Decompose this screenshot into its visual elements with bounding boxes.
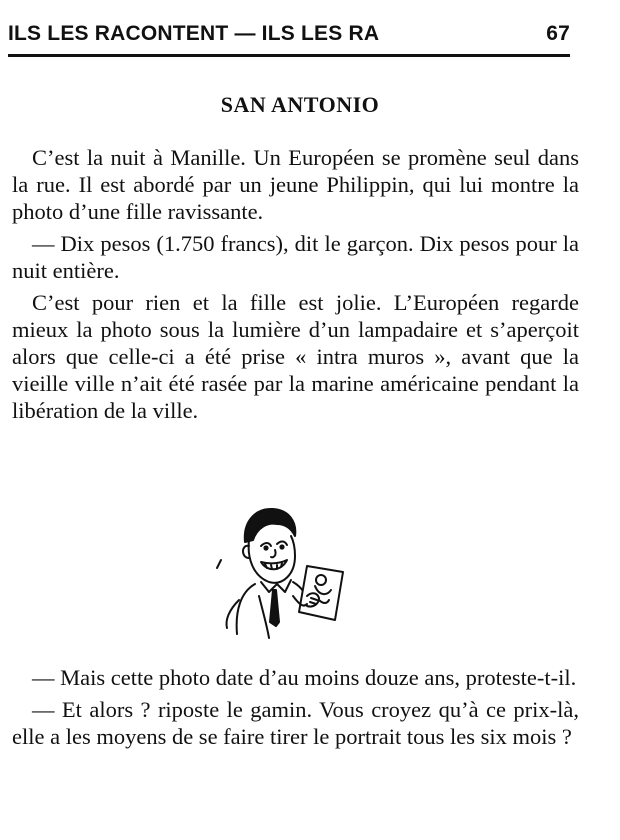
paragraph: — Et alors ? riposte le gamin. Vous croyez qu’à ce prix-là, elle a les moyens de se faire tirer le portrait tous les six mois ? (12, 697, 579, 749)
paragraph: — Dix pesos (1.750 francs), dit le garçon. Dix pesos pour la nuit entière. (12, 231, 579, 283)
page-number: 67 (546, 22, 570, 45)
running-title: ILS LES RACONTENT — ILS LES RA (8, 22, 380, 45)
paragraph: C’est pour rien et la fille est jolie. L’Européen regarde mieux la photo sous la lumière d’un lampadaire et s’aperçoit alors que celle-ci a été prise « intra muros », avant que la vieille ville n’ait été rasée par la marine américaine pendant la libération de la ville. (12, 290, 579, 423)
header-rule (8, 54, 570, 57)
story-text-before-illustration (12, 144, 579, 429)
paragraph: — Mais cette photo date d’au moins douze ans, proteste-t-il. (32, 665, 577, 690)
cartoon-boy-with-photo-illustration (215, 500, 360, 645)
paragraph: C’est la nuit à Manille. Un Européen se promène seul dans la rue. Il est abordé par un jeune Philippin, qui lui montre la photo d’une fille ravissante. (12, 145, 579, 224)
story-title: SAN ANTONIO (220, 92, 380, 117)
running-header (8, 22, 570, 48)
story-text-after-illustration (12, 664, 579, 755)
